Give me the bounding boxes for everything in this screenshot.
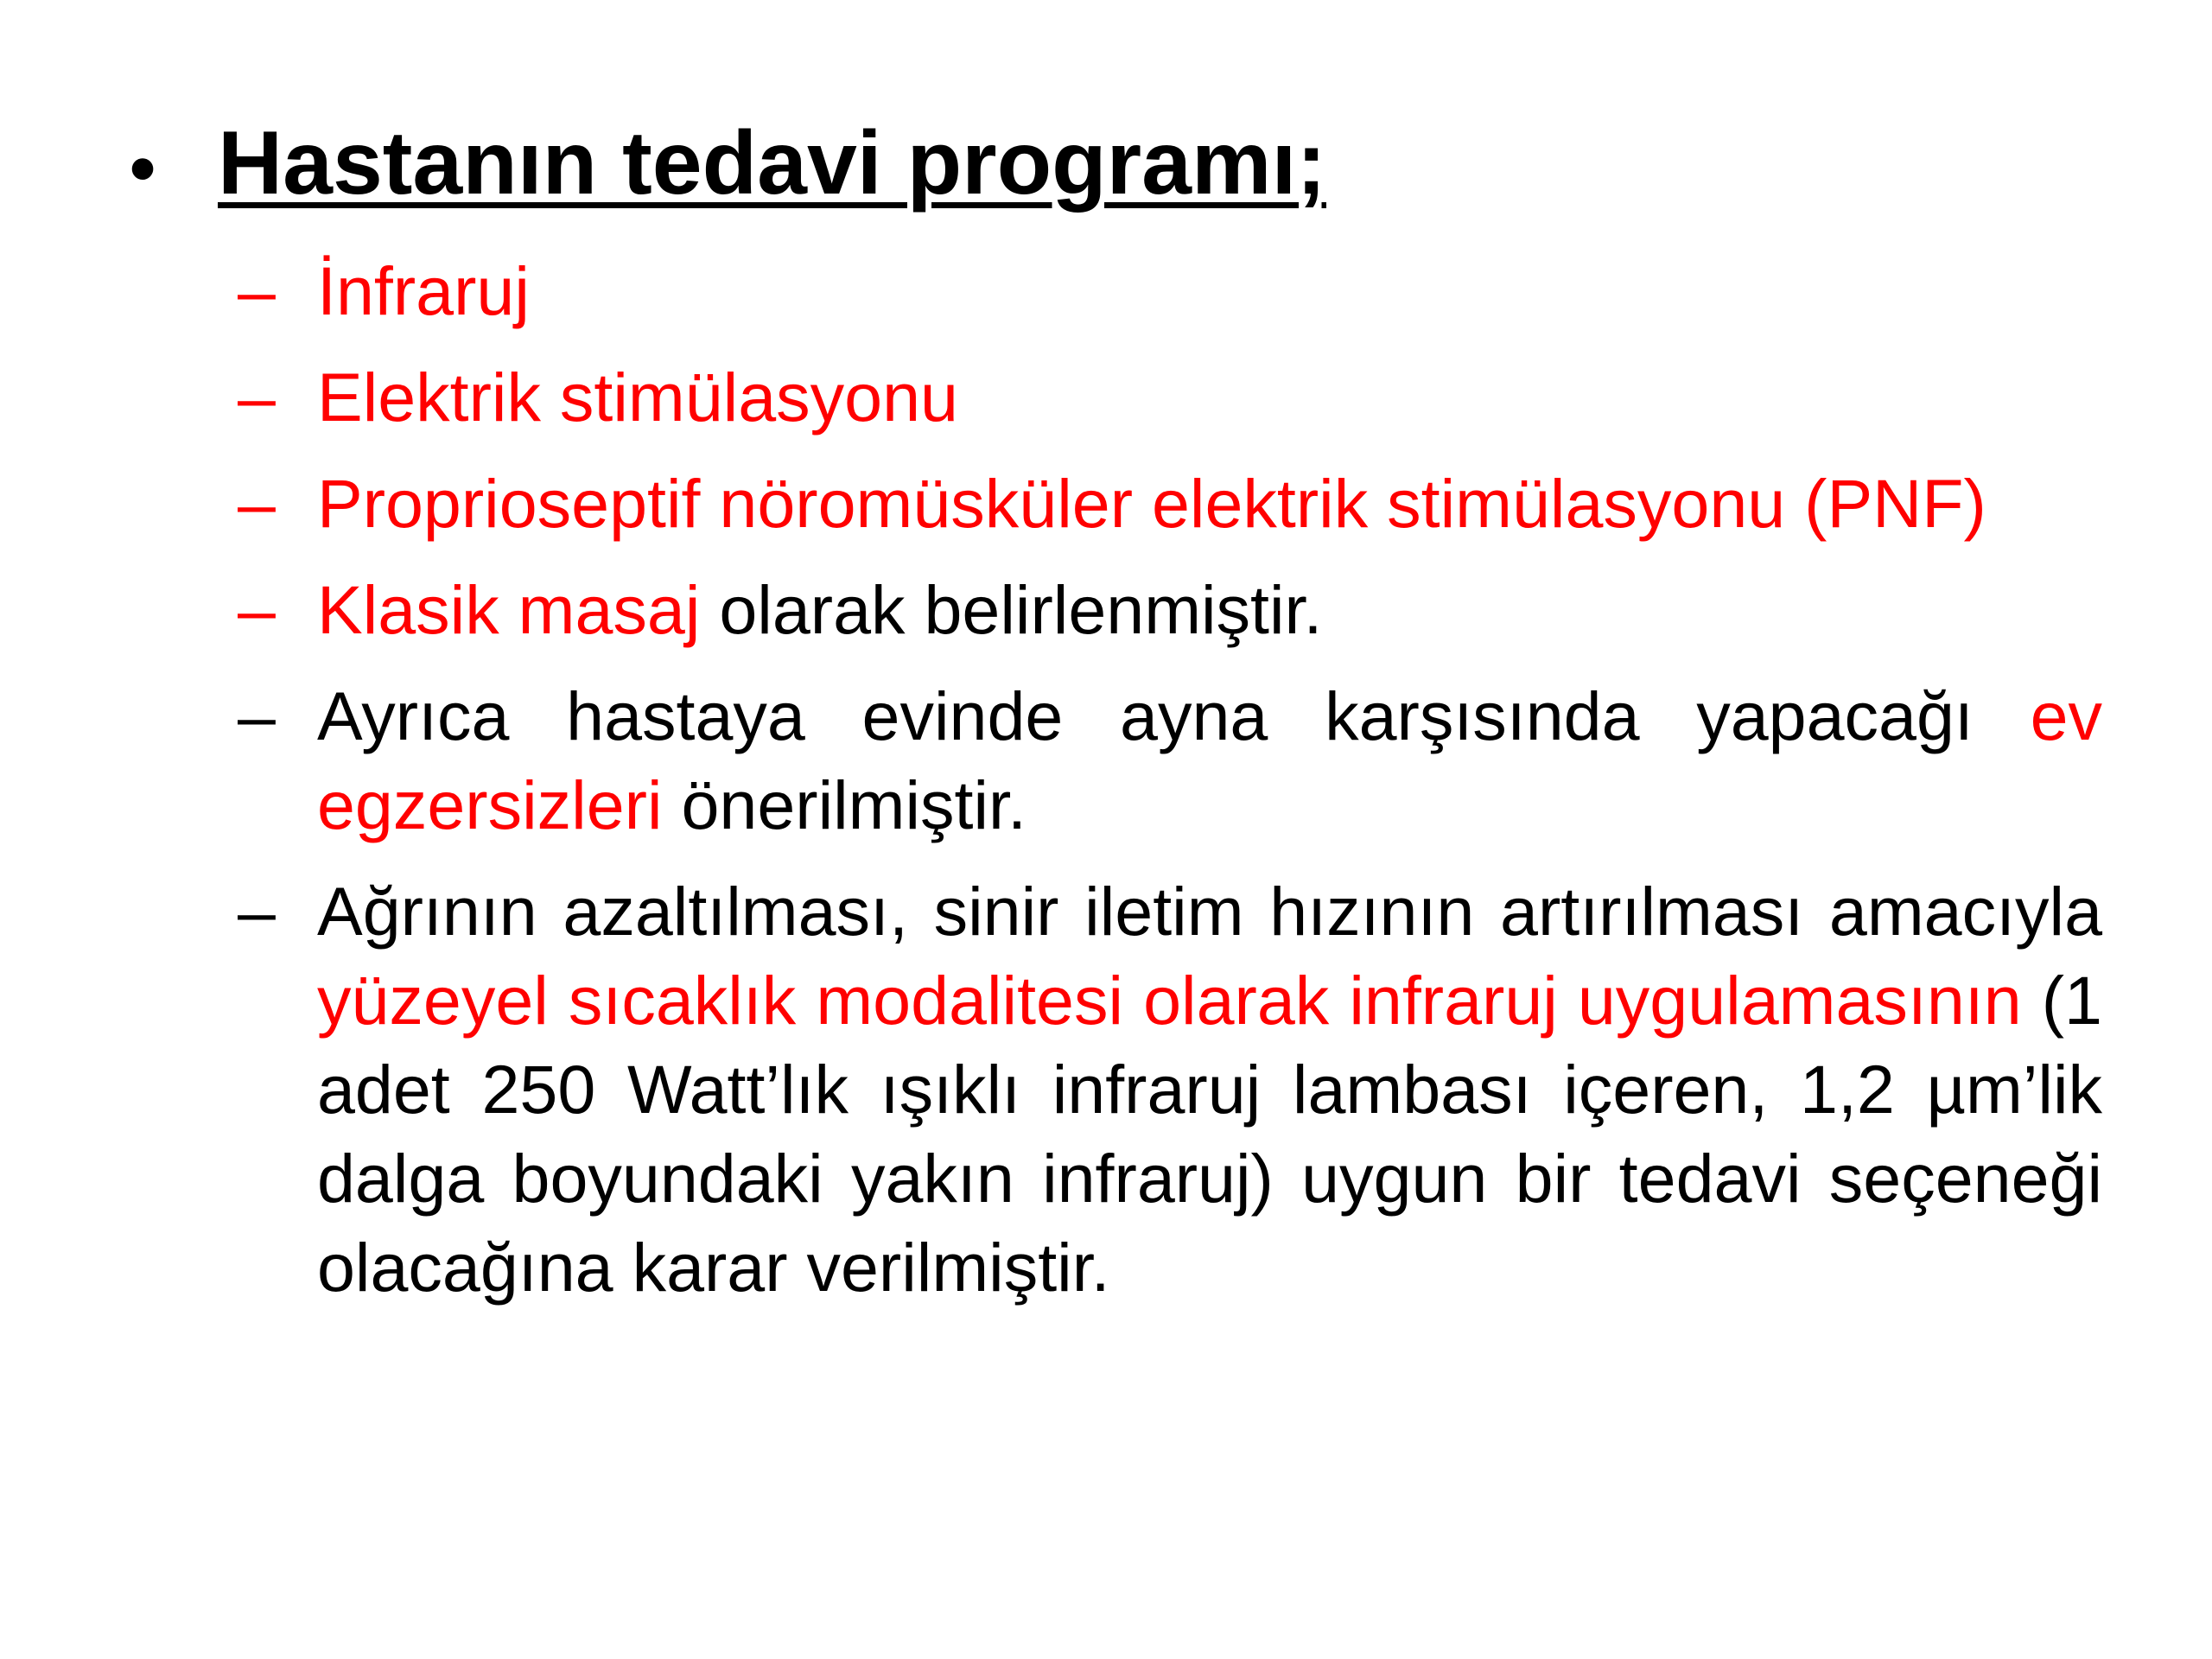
dash-icon: – bbox=[238, 873, 276, 950]
dash-icon: – bbox=[238, 677, 276, 754]
list-item-home-exercises bbox=[238, 671, 2102, 849]
list-item-text bbox=[317, 565, 2102, 654]
highlight-text: Klasik masaj bbox=[317, 571, 701, 648]
dash-icon: – bbox=[238, 252, 276, 329]
dash-icon: – bbox=[238, 571, 276, 648]
body-text: önerilmiştir. bbox=[662, 766, 1027, 843]
list-item-electric-stimulation bbox=[238, 353, 2102, 442]
slide-title: Hastanın tedavi programı; bbox=[218, 113, 1326, 213]
list-item-text bbox=[317, 671, 2102, 849]
highlight-text: İnfraruj bbox=[317, 252, 530, 329]
list-item-text bbox=[317, 459, 2102, 548]
list-item-infrared bbox=[238, 246, 2102, 335]
highlight-text: ev egzersizleri bbox=[317, 677, 2102, 843]
highlight-text: Proprioseptif nöromüsküler elektrik stimülasyonu (PNF) bbox=[317, 465, 1986, 542]
body-text: Ayrıca hastaya evinde ayna karşısında yapacağı bbox=[317, 677, 2031, 754]
list-item-infrared-decision bbox=[238, 867, 2102, 1312]
bullet-icon: • bbox=[130, 127, 156, 210]
list-item-text bbox=[317, 353, 2102, 442]
dash-icon: – bbox=[238, 465, 276, 542]
list-item-classic-massage bbox=[238, 565, 2102, 654]
list-item-pnf bbox=[238, 459, 2102, 548]
dash-icon: – bbox=[238, 359, 276, 435]
treatment-list bbox=[238, 246, 2102, 1329]
body-text: Ağrının azaltılması, sinir iletim hızının artırılması amacıyla bbox=[317, 873, 2102, 950]
title-row bbox=[130, 112, 1326, 215]
list-item-text bbox=[317, 246, 2102, 335]
highlight-text: Elektrik stimülasyonu bbox=[317, 359, 958, 435]
body-text: olarak belirlenmiştir. bbox=[700, 571, 1323, 648]
highlight-text: yüzeyel sıcaklık modalitesi olarak infraruj uygulamasının bbox=[317, 962, 2022, 1039]
list-item-text bbox=[317, 867, 2102, 1312]
body-text: (1 adet 250 Watt’lık ışıklı infraruj lambası içeren, 1,2 µm’lik dalga boyundaki yakın infraruj) uygun bir tedavi seçeneği olacağına karar verilmiştir. bbox=[317, 962, 2102, 1306]
